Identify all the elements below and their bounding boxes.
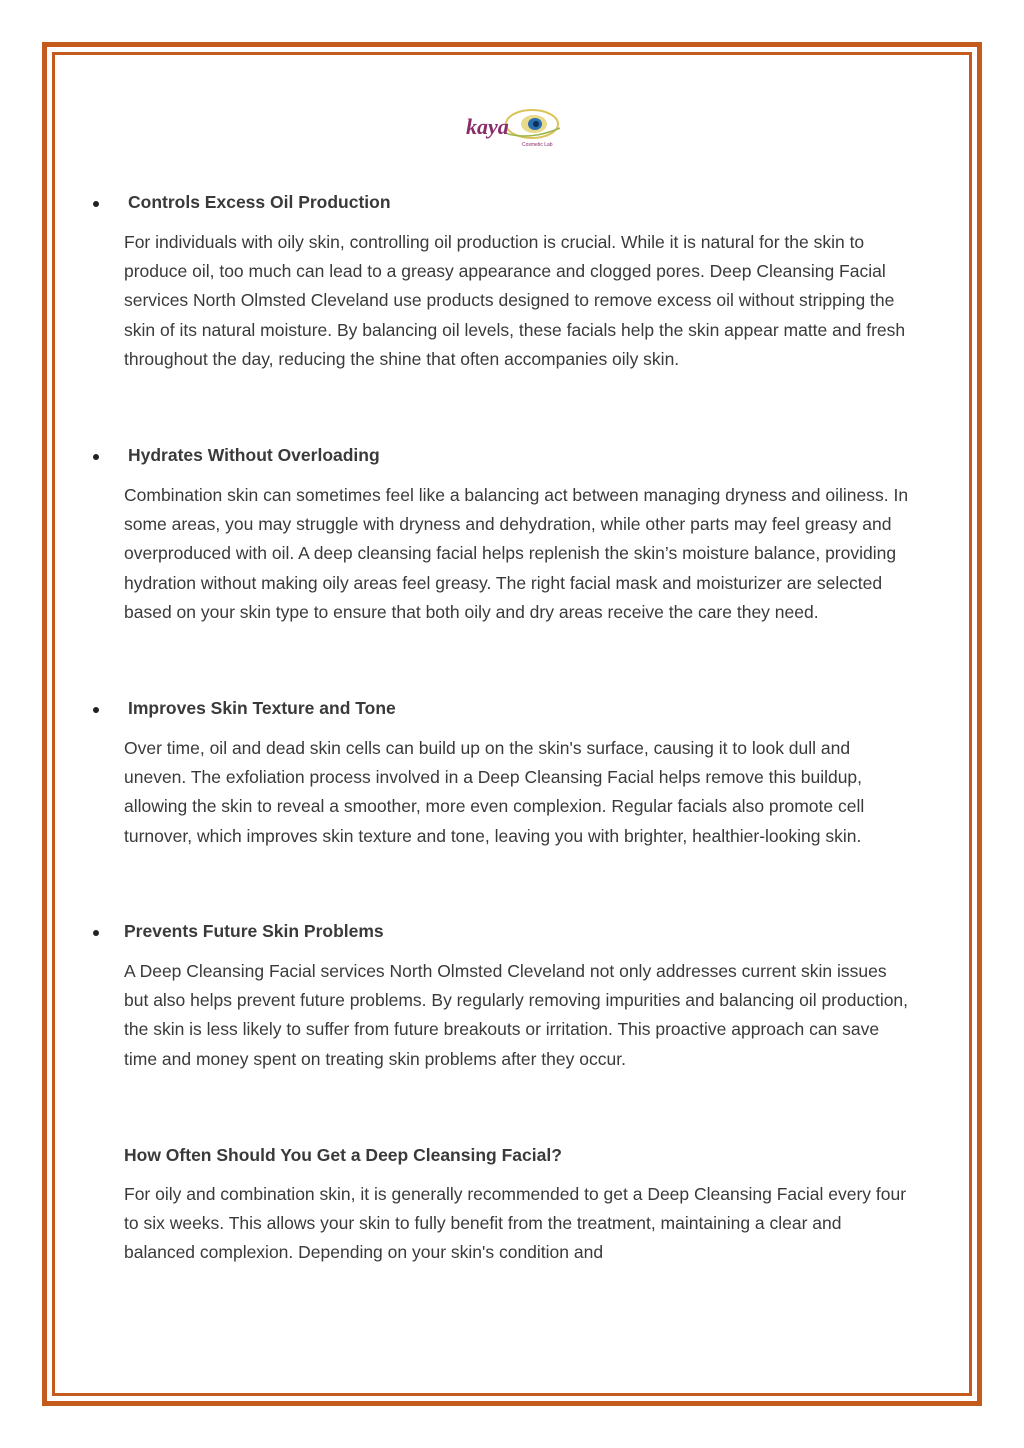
logo-wordmark: kaya [466, 114, 509, 139]
bullet-icon [93, 201, 99, 207]
section-heading-texture: Improves Skin Texture and Tone [128, 698, 396, 718]
bullet-icon [93, 930, 99, 936]
bullet-icon [93, 454, 99, 460]
section-heading-oil: Controls Excess Oil Production [128, 192, 391, 212]
section-heading-hydrates: Hydrates Without Overloading [128, 445, 380, 465]
section-paragraph-hydrates: Combination skin can sometimes feel like a balancing act between managing dryness and oiliness. In some areas, you may struggle with dryness and dehydration, while other parts may feel greasy and overproduced with oil. A deep cleansing facial helps replenish the skin’s moisture balance, providing hydration without making oily areas feel greasy. The right facial mask and moisturizer are selected based on your skin type to ensure that both oily and dry areas receive the care they need. [124, 485, 909, 622]
section-paragraph-prevents: A Deep Cleansing Facial services North Olmsted Cleveland not only addresses current skin issues but also helps prevent future problems. By regularly removing impurities and balancing oil production, the skin is less likely to suffer from future breakouts or irritation. This proactive approach can save time and money spent on treating skin problems after they occur. [124, 961, 909, 1069]
section-paragraph-oil: For individuals with oily skin, controlling oil production is crucial. While it is natural for the skin to produce oil, too much can lead to a greasy appearance and clogged pores. Deep Cleansing Facial services North Olmsted Cleveland use products designed to remove excess oil without stripping the skin of its natural moisture. By balancing oil levels, these facials help the skin appear matte and fresh throughout the day, reducing the shine that often accompanies oily skin. [124, 232, 906, 369]
section-heading-frequency: How Often Should You Get a Deep Cleansing Facial? [124, 1145, 562, 1165]
section-paragraph-frequency: For oily and combination skin, it is generally recommended to get a Deep Cleansing Facial every four to six weeks. This allows your skin to fully benefit from the treatment, maintaining a clear and balanced complexion. Depending on your skin's condition and [124, 1184, 907, 1263]
bullet-icon [93, 707, 99, 713]
section-heading-prevents: Prevents Future Skin Problems [124, 921, 384, 941]
logo-subtext: Cosmetic Lab [522, 142, 553, 148]
section-paragraph-texture: Over time, oil and dead skin cells can build up on the skin's surface, causing it to look dull and uneven. The exfoliation process involved in a Deep Cleansing Facial helps remove this buildup, allowing the skin to reveal a smoother, more even complexion. Regular facials also promote cell turnover, which improves skin texture and tone, leaving you with brighter, healthier-looking skin. [124, 738, 865, 846]
